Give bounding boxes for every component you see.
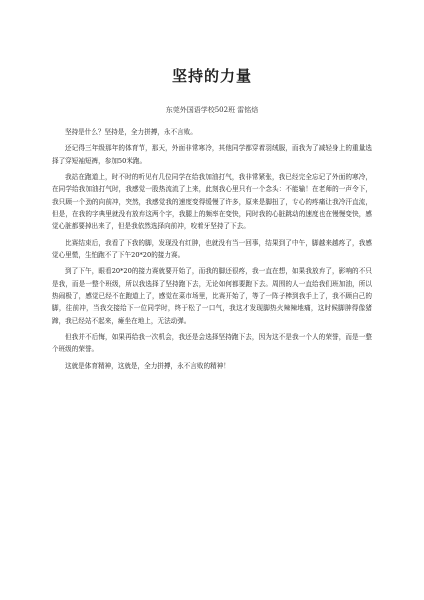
paragraph-3: 我站在跑道上，时不时的听见有几位同学在给我加油打气，我非常紧张，我已经完全忘记了外面的寒冷，在同学给我加油打气时，我感觉一股热流流了上来，此刻我心里只有一个念头：不能输！在老师的一声令下，我只顾一个劲的向前冲，突然，我感觉我的速度变得缓慢了许多，原来是脚扭了，专心的疼痛让我冷汗直流，但是，在我的字典里就没有放弃这两个字，我腿上的频率在变快，同时我的心脏跳动的速度也在慢慢变快，感觉心脏都要掉出来了，但是我依然选择向前冲，咬着牙坚持了下去。 (52, 172, 372, 231)
paragraph-6: 但我并不后悔，如果再给我一次机会，我还是会选择坚持跑下去，因为这不是我一个人的荣誉，而是一整个班级的荣誉。 (52, 333, 372, 354)
document-title: 坚持的力量 (171, 67, 252, 85)
paragraph-4: 比赛结束后，我看了下我的脚，发现没有红肿，也就没有当一回事，结果到了中午，脚越来越疼了，我感觉心里慌，生怕跑不了下午20*20的接力赛。 (52, 238, 372, 260)
paragraph-7: 这就是体育精神，这就是，全力拼搏，永不言败的精神！ (65, 361, 230, 370)
paragraph-2: 还记得三年级那年的体育节，那天，外面非常寒冷，其他同学都穿着羽绒服，而我为了减轻身上的重量选择了穿短袖短裤，参加50米跑。 (52, 144, 372, 165)
paragraph-1: 坚持是什么？坚持是，全力拼搏，永不言败。 (65, 128, 197, 136)
document-body (52, 126, 372, 372)
paragraph-5: 到了下午，眼看20*20的接力赛就要开始了，而我的脚还很疼，我一直在想，如果我放弃了，影响的不只是我，而是一整个班级，所以我选择了坚持跑下去，无论如何都要跑下去。周围的人一直给我们班加油，所以热闹极了，感觉已经不在跑道上了，感觉在菜市场里，比赛开始了，等了一阵子棒到我手上了，我不顾自己的脚，往前冲，当我交接给下一位同学时，终于松了一口气，我这才发现脚热火辣辣地痛，这时候脚肿得像猪蹄，我已经站不起来，瘫坐在地上，无法动弹。 (52, 267, 372, 325)
document-author: 东莞外国语学校502班 雷铭焙 (165, 106, 259, 114)
